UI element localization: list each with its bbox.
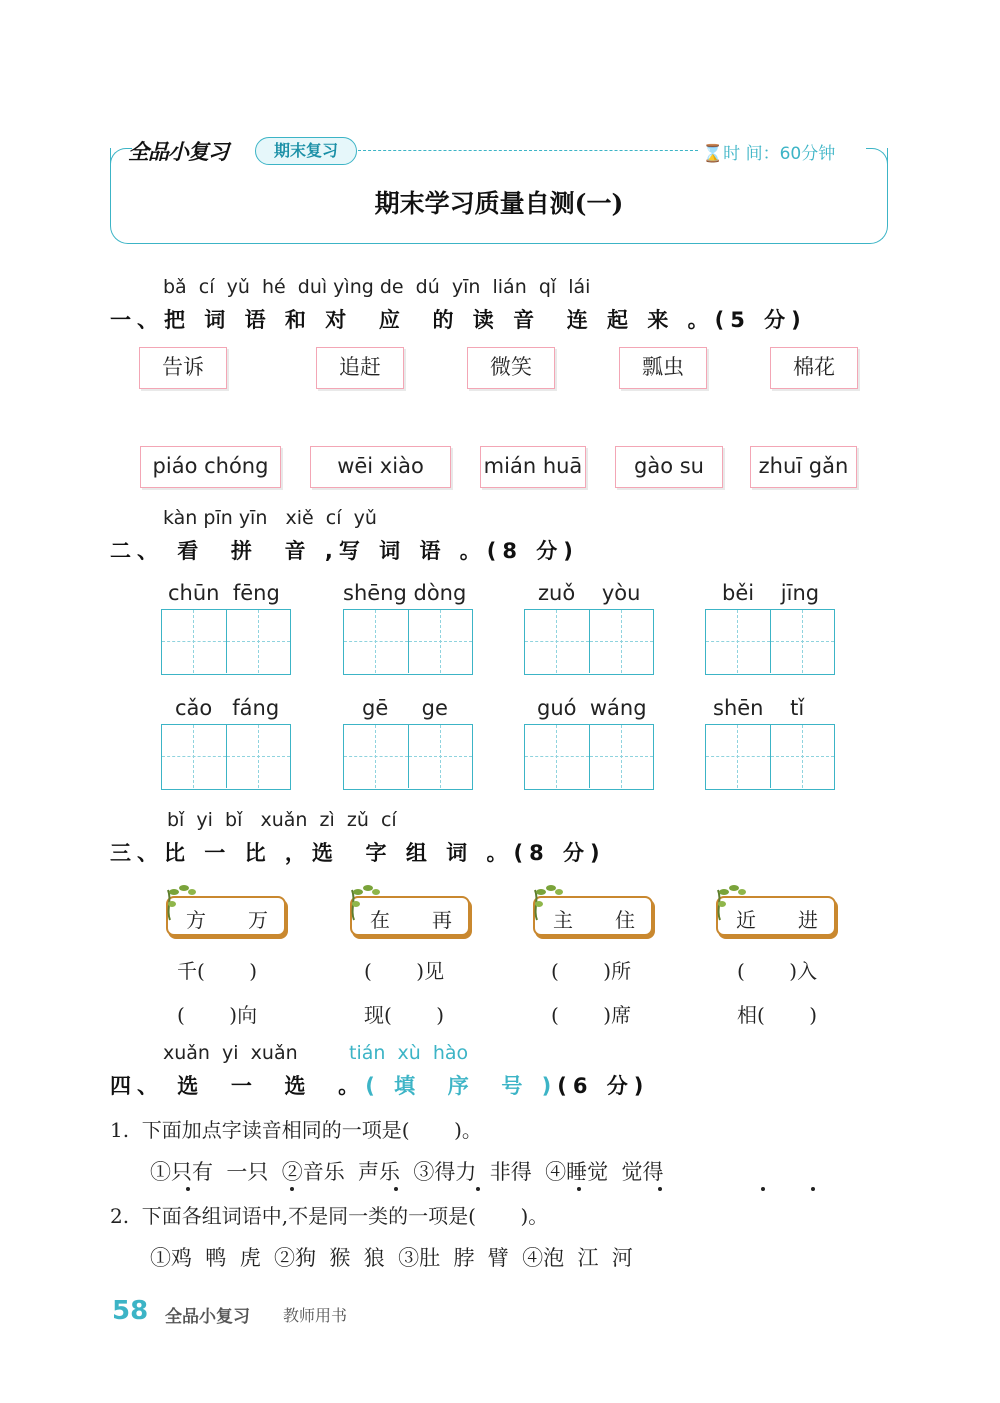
question-2: 2. 下面各组词语中,不是同一类的一项是( )。: [110, 1204, 549, 1228]
grid-pinyin: gē ge: [362, 696, 448, 720]
character: 方: [186, 908, 206, 932]
question-1-options[interactable]: ①只有 一只 ②音乐 声乐 ③得力 非得 ④睡觉 觉得: [150, 1160, 664, 1184]
grid-pinyin: shēng dòng: [343, 581, 467, 605]
writing-grid[interactable]: [524, 609, 654, 675]
brand-logo: 全品小复习: [128, 140, 228, 164]
section3-title: 三、比 一 比 ，选 字 组 词 。(8 分): [110, 841, 606, 865]
section2-pinyin: kàn pīn yīn xiě cí yǔ: [163, 507, 377, 529]
question-2-options[interactable]: ①鸡 鸭 虎 ②狗 猴 狼 ③肚 脖 臂 ④泡 江 河: [150, 1246, 633, 1270]
section1-pinyin: bǎ cí yǔ hé duì yìng de dú yīn lián qǐ lái: [163, 276, 591, 298]
character: 再: [432, 908, 452, 932]
time-limit: ⌛时 间：60分钟: [702, 144, 836, 164]
word-box[interactable]: 追赶: [316, 347, 404, 389]
writing-grid[interactable]: [705, 724, 835, 790]
emphasis-dot: [577, 1187, 581, 1191]
character: 在: [370, 908, 390, 932]
grid-pinyin: guó wáng: [537, 696, 647, 720]
pinyin-box[interactable]: wēi xiào: [310, 446, 451, 488]
page-number: 58: [112, 1296, 149, 1326]
section4-title-score: (6 分): [557, 1074, 650, 1098]
word-box[interactable]: 棉花: [770, 347, 858, 389]
section3-pinyin: bǐ yi bǐ xuǎn zì zǔ cí: [167, 809, 397, 831]
grid-pinyin: běi jīng: [722, 581, 820, 605]
pinyin-box[interactable]: zhuī gǎn: [750, 446, 857, 488]
grid-pinyin: cǎo fáng: [175, 696, 280, 720]
fill-blank[interactable]: ( )见: [364, 959, 445, 983]
fill-blank[interactable]: 相( ): [737, 1003, 818, 1027]
section4-title-main: 四、 选 一 选 。: [110, 1074, 366, 1098]
vine-decoration-icon: [348, 882, 382, 922]
pinyin-box[interactable]: piáo chóng: [140, 446, 281, 488]
grid-pinyin: chūn fēng: [168, 581, 280, 605]
fill-blank[interactable]: ( )席: [551, 1003, 632, 1027]
section4-pinyin: xuǎn yi xuǎn: [163, 1042, 298, 1064]
character: 进: [798, 908, 818, 932]
character: 主: [553, 908, 573, 932]
emphasis-dot: [811, 1187, 815, 1191]
emphasis-dot: [761, 1187, 765, 1191]
writing-grid[interactable]: [161, 724, 291, 790]
fill-blank[interactable]: ( )向: [177, 1003, 258, 1027]
vine-decoration-icon: [714, 882, 748, 922]
character: 万: [248, 908, 268, 932]
character: 近: [736, 908, 756, 932]
writing-grid[interactable]: [524, 724, 654, 790]
word-box[interactable]: 瓢虫: [619, 347, 707, 389]
emphasis-dot: [476, 1187, 480, 1191]
section4-pinyin-accent: tián xù hào: [349, 1042, 469, 1064]
emphasis-dot: [290, 1187, 294, 1191]
section1-title: 一、把 词 语 和 对 应 的 读 音 连 起 来 。(5 分): [110, 308, 807, 332]
vine-decoration-icon: [531, 882, 565, 922]
brand-tag: 期末复习: [255, 137, 357, 165]
section4-title: [110, 1070, 649, 1100]
section2-title: 二、 看 拼 音 ,写 词 语 。(8 分): [110, 539, 579, 563]
footer-brand: 全品小复习: [165, 1307, 250, 1327]
word-box[interactable]: 告诉: [139, 347, 227, 389]
vine-decoration-icon: [164, 882, 198, 922]
emphasis-dot: [394, 1187, 398, 1191]
header-dashed-line: [358, 150, 698, 151]
emphasis-dot: [658, 1187, 662, 1191]
grid-pinyin: shēn tǐ: [713, 696, 805, 720]
fill-blank[interactable]: 千( ): [177, 959, 258, 983]
emphasis-dot: [186, 1187, 190, 1191]
pinyin-box[interactable]: mián huā: [480, 446, 586, 488]
footer-subtitle: 教师用书: [283, 1306, 348, 1325]
fill-blank[interactable]: ( )入: [737, 959, 818, 983]
character: 住: [615, 908, 635, 932]
fill-blank[interactable]: ( )所: [551, 959, 632, 983]
writing-grid[interactable]: [343, 724, 473, 790]
grid-pinyin: zuǒ yòu: [538, 581, 641, 605]
question-1: 1. 下面加点字读音相同的一项是( )。: [110, 1118, 482, 1142]
section4-title-hint: ( 填 序 号 ): [365, 1074, 558, 1098]
writing-grid[interactable]: [343, 609, 473, 675]
fill-blank[interactable]: 现( ): [364, 1003, 445, 1027]
word-box[interactable]: 微笑: [467, 347, 555, 389]
writing-grid[interactable]: [705, 609, 835, 675]
pinyin-box[interactable]: gào su: [615, 446, 723, 488]
page-title: 期末学习质量自测(一): [374, 189, 624, 218]
writing-grid[interactable]: [161, 609, 291, 675]
